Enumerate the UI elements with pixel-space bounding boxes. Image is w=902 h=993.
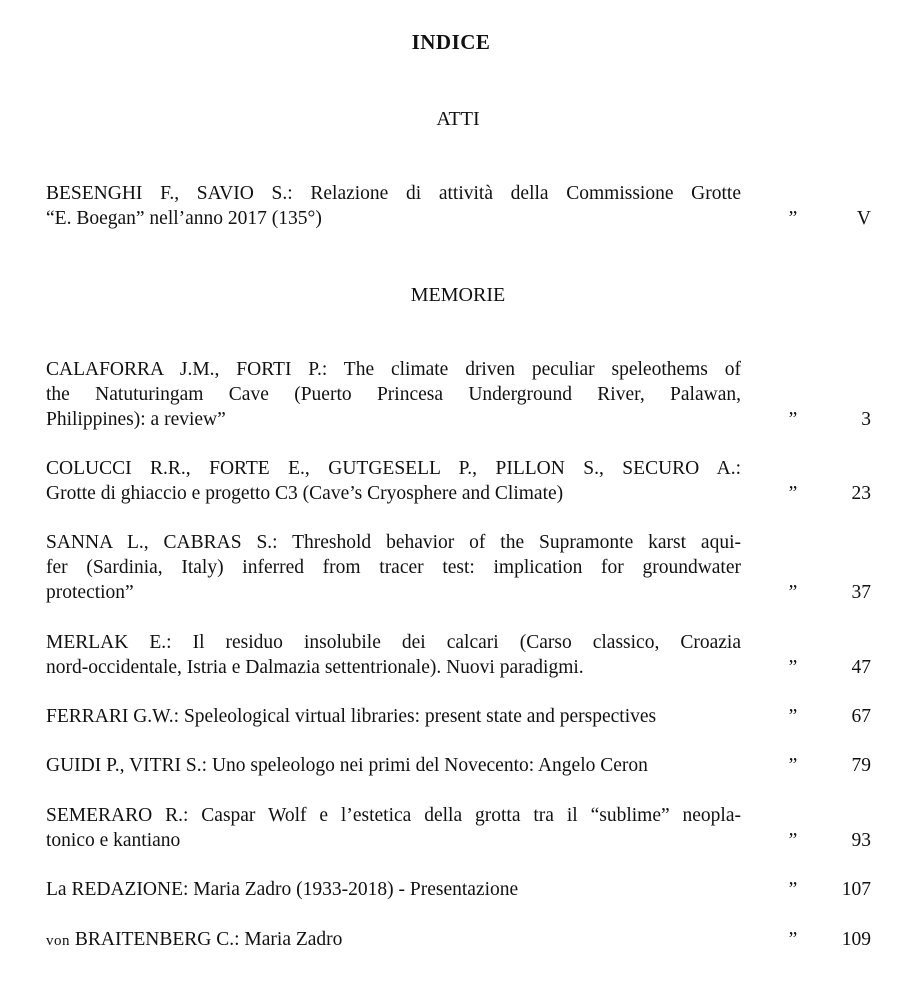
name-particle: von	[46, 933, 70, 949]
entry-line	[46, 927, 741, 954]
entry-line: the Natuturingam Cave (Puerto Princesa Underground River, Palawan,	[46, 384, 741, 405]
page-number: 3	[861, 409, 871, 430]
entry-text	[46, 877, 741, 902]
entry-line: protection”	[46, 582, 134, 603]
entry-line: GUIDI P., VITRI S.: Uno speleologo nei primi del Novecento: Angelo Ceron	[46, 755, 648, 776]
entry-line: SANNA L., CABRAS S.: Threshold behavior of the Supramonte karst aqui-	[46, 532, 741, 553]
entry-line: SEMERARO R.: Caspar Wolf e l’estetica della grotta tra il “sublime” neopla-	[46, 805, 741, 826]
section-heading-memorie: MEMORIE	[410, 284, 506, 306]
entry-line: fer (Sardinia, Italy) inferred from tracer test: implication for groundwater	[46, 557, 741, 578]
entry-text	[46, 357, 741, 432]
entry-line: nord-occidentale, Istria e Dalmazia settentrionale). Nuovi paradigmi.	[46, 657, 584, 678]
ditto-mark: ”	[788, 657, 798, 678]
ditto-mark: ”	[788, 409, 798, 430]
page-number: 23	[851, 483, 871, 504]
entry-line: FERRARI G.W.: Speleological virtual libraries: present state and perspectives	[46, 706, 657, 727]
ditto-mark: ”	[788, 582, 798, 603]
entry-text	[46, 927, 741, 954]
ditto-mark: ”	[788, 483, 798, 504]
entry-text	[46, 530, 741, 605]
entry-text	[46, 181, 741, 231]
page-number: V	[856, 208, 871, 229]
page-number: 37	[851, 582, 871, 603]
index-title: INDICE	[411, 30, 491, 54]
section-heading-atti: ATTI	[436, 108, 480, 130]
entry-line: tonico e kantiano	[46, 830, 181, 851]
entry-line: Philippines): a review”	[46, 409, 226, 430]
page-number: 67	[851, 706, 871, 727]
ditto-mark: ”	[788, 830, 798, 851]
entry-text	[46, 630, 741, 680]
entry-line: COLUCCI R.R., FORTE E., GUTGESELL P., PILLON S., SECURO A.:	[46, 458, 741, 479]
page-number: 107	[841, 879, 871, 900]
entry-text	[46, 803, 741, 853]
ditto-mark: ”	[788, 755, 798, 776]
ditto-mark: ”	[788, 929, 798, 950]
ditto-mark: ”	[788, 706, 798, 727]
entry-line: CALAFORRA J.M., FORTI P.: The climate driven peculiar speleothems of	[46, 359, 741, 380]
entry-line: BESENGHI F., SAVIO S.: Relazione di attività della Commissione Grotte	[46, 183, 741, 204]
entry-line: MERLAK E.: Il residuo insolubile dei calcari (Carso classico, Croazia	[46, 632, 741, 653]
entry-text	[46, 456, 741, 506]
page-number: 93	[851, 830, 871, 851]
entry-line: “E. Boegan” nell’anno 2017 (135°)	[46, 208, 322, 229]
page-number: 47	[851, 657, 871, 678]
page-number: 109	[841, 929, 871, 950]
entry-line: La REDAZIONE: Maria Zadro (1933-2018) - Presentazione	[46, 879, 519, 900]
entry-line-rest: BRAITENBERG C.: Maria Zadro	[70, 929, 343, 950]
entry-line: Grotte di ghiaccio e progetto C3 (Cave’s Cryosphere and Climate)	[46, 483, 564, 504]
entry-text	[46, 704, 741, 729]
page-number: 79	[851, 755, 871, 776]
entry-text	[46, 753, 741, 778]
ditto-mark: ”	[788, 879, 798, 900]
ditto-mark: ”	[788, 208, 798, 229]
